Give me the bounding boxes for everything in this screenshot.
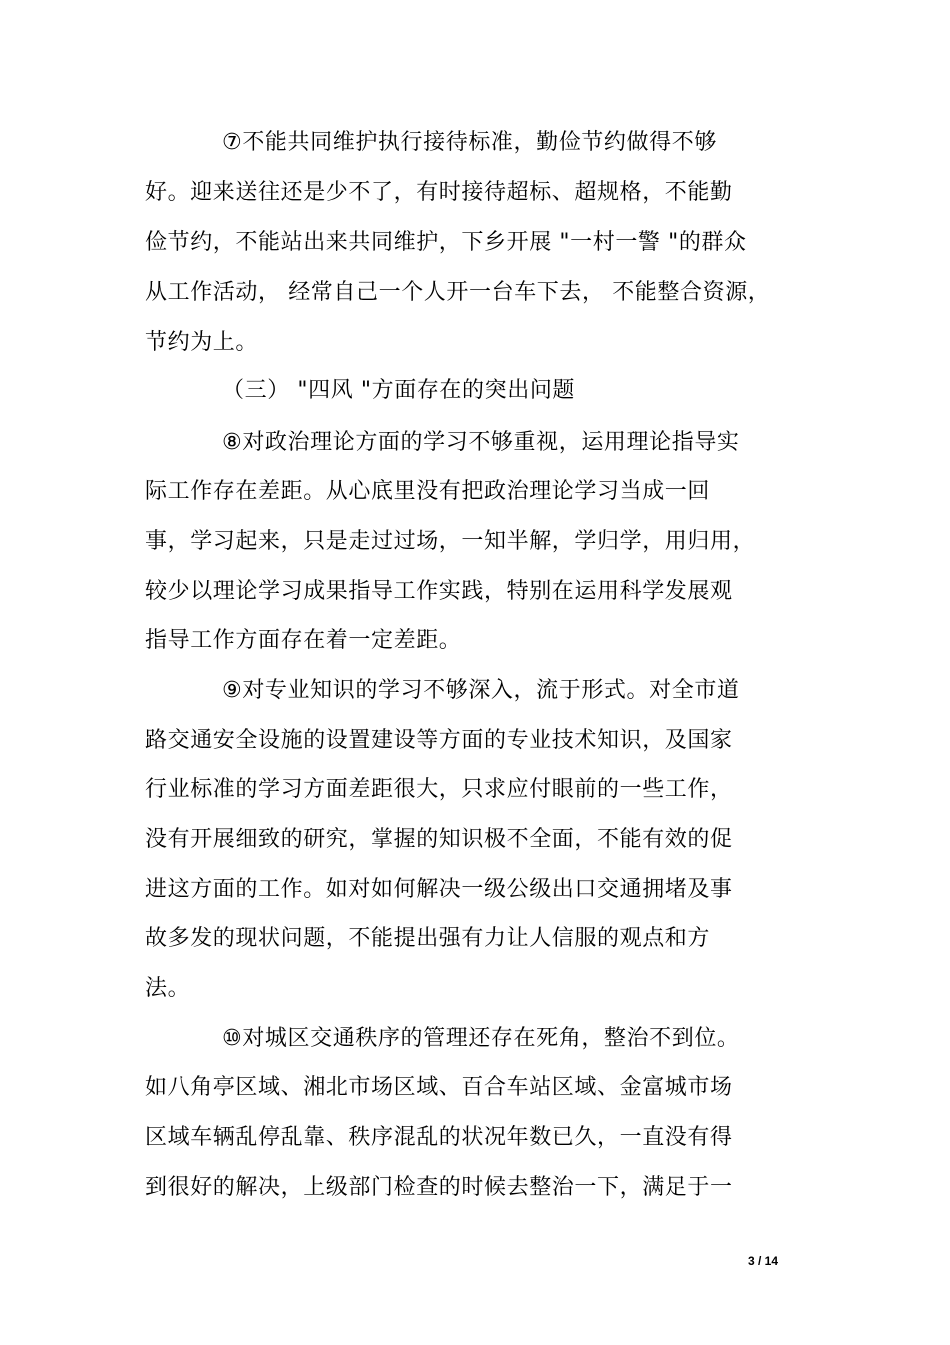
paragraph-8-line-4: 较少以理论学习成果指导工作实践，特别在运用科学发展观 — [145, 579, 733, 604]
paragraph-8-line-1: ⑧对政治理论方面的学习不够重视，运用理论指导实 — [222, 430, 740, 455]
paragraph-8-line-3: 事，学习起来，只是走过过场，一知半解，学归学，用归用， — [145, 529, 756, 554]
paragraph-9-line-7: 法。 — [145, 976, 191, 1001]
paragraph-9-line-5: 进这方面的工作。如对如何解决一级公级出口交通拥堵及事 — [145, 877, 733, 902]
paragraph-7-line-1: ⑦不能共同维护执行接待标准，勤俭节约做得不够 — [222, 130, 717, 155]
paragraph-7-line-4: 从工作活动， 经常自己一个人开一台车下去， 不能整合资源， — [145, 280, 771, 305]
paragraph-9-line-1: ⑨对专业知识的学习不够深入，流于形式。对全市道 — [222, 678, 740, 703]
paragraph-10-line-3: 区域车辆乱停乱靠、秩序混乱的状况年数已久，一直没有得 — [145, 1125, 733, 1150]
paragraph-7-line-3: 俭节约，不能站出来共同维护，下乡开展 "一村一警 "的群众 — [145, 230, 747, 255]
paragraph-9-line-2: 路交通安全设施的设置建设等方面的专业技术知识，及国家 — [145, 728, 733, 753]
paragraph-9-line-6: 故多发的现状问题，不能提出强有力让人信服的观点和方 — [145, 926, 711, 951]
paragraph-10-line-2: 如八角亭区域、湘北市场区域、百合车站区域、金富城市场 — [145, 1075, 733, 1100]
page-number: 3 / 14 — [748, 1254, 779, 1268]
paragraph-9-line-3: 行业标准的学习方面差距很大，只求应付眼前的一些工作， — [145, 777, 733, 802]
paragraph-7-line-5: 节约为上。 — [145, 330, 259, 355]
paragraph-10-line-4: 到很好的解决，上级部门检查的时候去整治一下，满足于一 — [145, 1175, 733, 1200]
paragraph-10-line-1: ⑩对城区交通秩序的管理还存在死角，整治不到位。 — [222, 1026, 740, 1051]
paragraph-7-line-2: 好。迎来送往还是少不了，有时接待超标、超规格，不能勤 — [145, 180, 733, 205]
section-heading-3: （三） "四风 "方面存在的突出问题 — [222, 378, 576, 403]
paragraph-8-line-2: 际工作存在差距。从心底里没有把政治理论学习当成一回 — [145, 479, 711, 504]
paragraph-8-line-5: 指导工作方面存在着一定差距。 — [145, 628, 462, 653]
paragraph-9-line-4: 没有开展细致的研究，掌握的知识极不全面，不能有效的促 — [145, 827, 733, 852]
